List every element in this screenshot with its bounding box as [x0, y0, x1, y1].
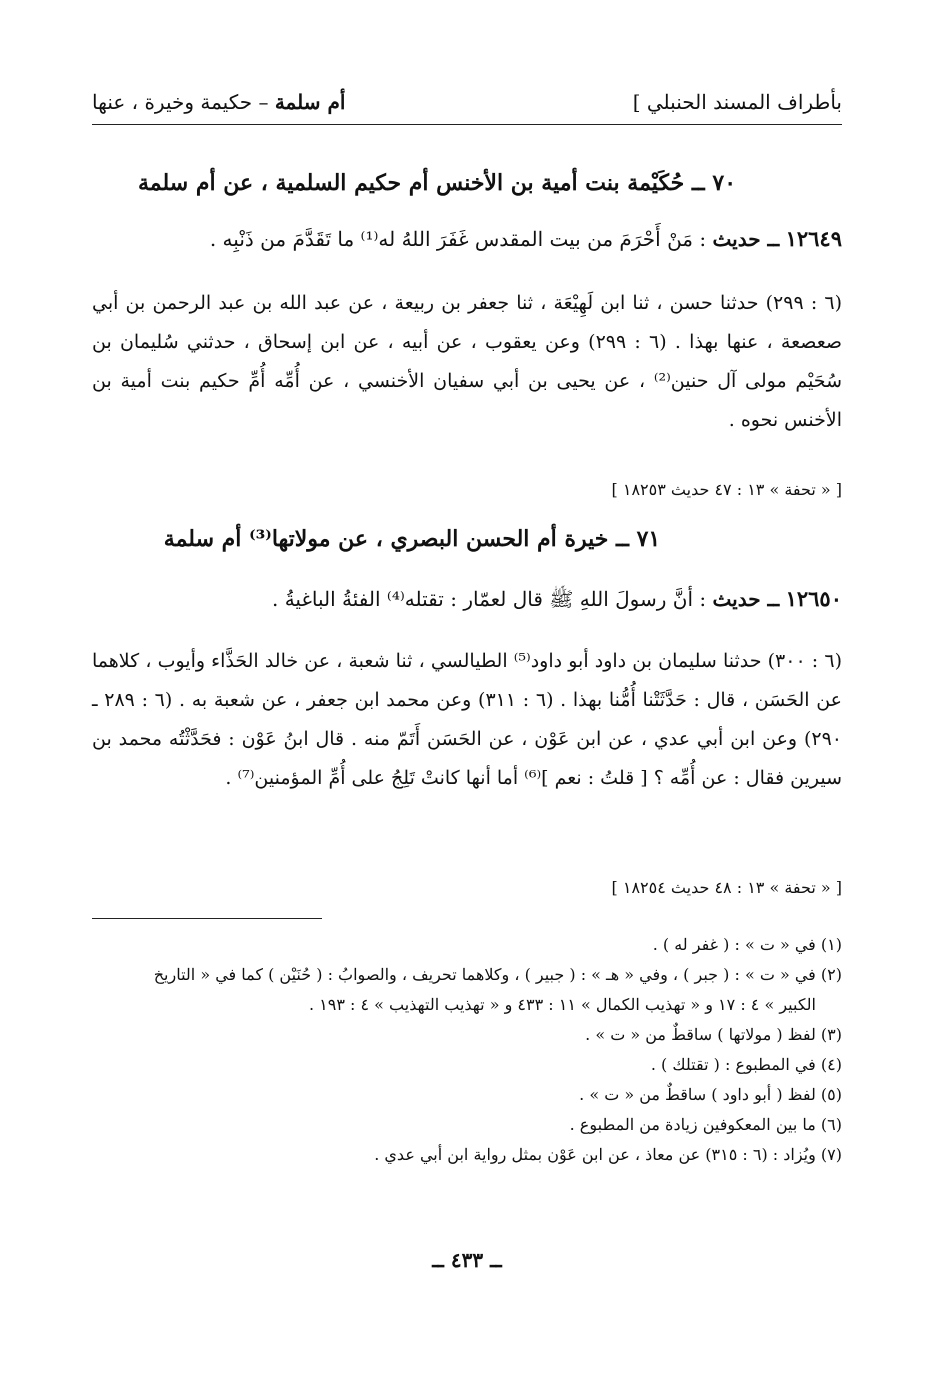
section-title-70: ٧٠ ــ حُكَيْمة بنت أمية بن الأخنس أم حكيم السلمية ، عن أم سلمة: [137, 170, 737, 196]
hadith-12649: [92, 226, 842, 251]
footnote-2: (٢) في « ت » : ( جبر ) ، وفي « هـ » : ( جبير ) ، وكلاهما تحريف ، والصوابُ : ( حُنَيْن ) كما في « التاريخ: [153, 965, 842, 984]
header-book-title: بأطراف المسند الحنبلي ]: [632, 90, 842, 114]
page-number: ــ ٤٣٣ ــ: [432, 1248, 502, 1272]
footnote-1: (١) في « ت » : ( غفر له ) .: [652, 935, 842, 954]
running-header: [92, 78, 842, 125]
header-section: [92, 90, 345, 114]
footnote-rule: [92, 918, 322, 919]
hadith-number: ١٢٦٤٩: [785, 226, 842, 251]
tuhfa-reference-71: [ « تحفة » ١٣ : ٤٨ حديث ١٨٢٥٤ ]: [611, 878, 842, 897]
footnote-2-cont: الكبير » ٤ : ١٧ و « تهذيب الكمال » ١١ : ٤٣٣ و « تهذيب التهذيب » ٤ : ١٩٣ .: [308, 995, 816, 1014]
header-section-bold: أم سلمة: [274, 90, 346, 114]
footnote-7: (٧) ويُزاد : (٦ : ٣١٥) عن معاذ ، عن ابن عَوْن بمثل رواية ابن أبي عدي .: [374, 1145, 842, 1164]
footnote-5: (٥) لفظ ( أبو داود ) ساقطٌ من « ت » .: [579, 1085, 842, 1104]
page: [92, 78, 843, 1272]
hadith-text: : أنَّ رسولَ اللهِ ﷺ قال لعمّار : تقتله⁽⁴⁾ الفئةُ الباغيةُ .: [271, 587, 707, 611]
hadith-keyword: ــ حديث: [712, 587, 780, 611]
section-title-71: ٧١ ــ خيرة أم الحسن البصري ، عن مولاتها⁽³⁾ أم سلمة: [163, 526, 661, 552]
isnad-paragraph-70: (٦ : ٢٩٩) حدثنا حسن ، ثنا ابن لَهِيْعَة ، ثنا جعفر بن ربيعة ، عن عبد الله بن عبد الرحمن بن أبي صعصعة ، عنها بهذا . (٦ : ٢٩٩) وعن يعقوب ، عن أبيه ، عن ابن إسحاق ، حدثني سُليمان بن سُحَيْم مولى آل حنين⁽²⁾ ، عن يحيى بن أبي سفيان الأخنسي ، عن أُمِّه أُمِّ حكيم بنت أمية بن الأخنس نحوه .: [92, 292, 843, 431]
hadith-number: ١٢٦٥٠: [785, 586, 842, 611]
footnote-3: (٣) لفظ ( مولاتها ) ساقطٌ من « ت » .: [585, 1025, 842, 1044]
footnote-6: (٦) ما بين المعكوفين زيادة من المطبوع .: [569, 1115, 842, 1134]
footnote-4: (٤) في المطبوع : ( تقتلك ) .: [650, 1055, 842, 1074]
hadith-text: : مَنْ أَحْرَمَ من بيت المقدس غَفَرَ اللهُ له⁽¹⁾ ما تَقَدَّمَ من ذَنْبِه .: [209, 227, 707, 251]
footnotes: [92, 930, 842, 1170]
tuhfa-reference-70: [ « تحفة » ١٣ : ٤٧ حديث ١٨٢٥٣ ]: [611, 480, 842, 499]
header-section-rest: – حكيمة وخيرة ، عنها: [92, 90, 269, 114]
isnad-paragraph-71: (٦ : ٣٠٠) حدثنا سليمان بن داود أبو داود⁽⁵⁾ الطيالسي ، ثنا شعبة ، عن خالد الحَذَّاء وأيوب ، كلاهما عن الحَسَن ، قال : حَدَّثَتْنا أُمُّنا بهذا . (٦ : ٣١١) وعن محمد ابن جعفر ، عن شعبة به . (٦ : ٢٨٩ ـ ٢٩٠) وعن ابن أبي عدي ، عن ابن عَوْن ، عن الحَسَن أَتَمّ منه . قال ابنُ عَوْن : فحَدَّثْتُه محمد بن سيرين فقال : عن أُمِّه ؟ [ قلتُ : نعم ]⁽⁶⁾ أما أنها كانتْ تَلِجُ على أُمِّ المؤمنين⁽⁷⁾ .: [92, 650, 843, 789]
hadith-keyword: ــ حديث: [712, 227, 780, 251]
hadith-12650: [92, 586, 842, 616]
